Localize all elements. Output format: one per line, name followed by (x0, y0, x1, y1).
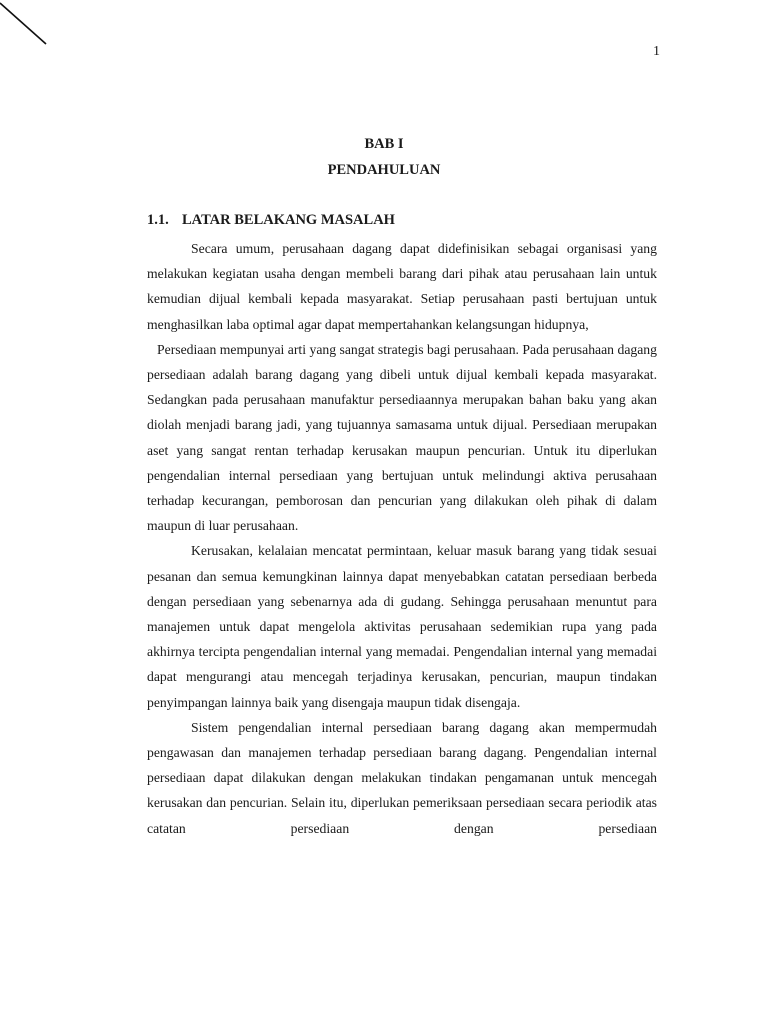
paragraph-1: Secara umum, perusahaan dagang dapat didefinisikan sebagai organisasi yang melakukan kegiatan usaha dengan membeli barang dari pihak atau perusahaan lain untuk kemudian dijual kembali kepada masyarakat. Setiap perusahaan pasti bertujuan untuk menghasilkan laba optimal agar dapat mempertahankan kelangsungan hidupnya, (147, 241, 657, 332)
page-number: 1 (653, 44, 660, 59)
corner-diagonal-line (0, 0, 60, 60)
paragraph-2: Persediaan mempunyai arti yang sangat strategis bagi perusahaan. Pada perusahaan dagang persediaan adalah barang dagang yang dibeli untuk dijual kembali kepada masyarakat. Sedangkan pada perusahaan manufaktur persediaannya merupakan bahan baku yang akan diolah menjadi barang jadi, yang tujuannya samasama untuk dijual. Persediaan merupakan aset yang sangat rentan terhadap kerusakan maupun pencurian. Untuk itu diperlukan pengendalian internal persediaan yang bertujuan untuk melindungi aktiva perusahaan terhadap kecurangan, pemborosan dan pencurian yang dilakukan oleh pihak di dalam maupun di luar perusahaan. (147, 341, 657, 534)
section-number: 1.1. (147, 212, 169, 228)
section-heading (147, 212, 395, 229)
paragraph-3: Kerusakan, kelalaian mencatat permintaan, keluar masuk barang yang tidak sesuai pesanan dan semua kemungkinan lainnya dapat menyebabkan catatan persediaan berbeda dengan persediaan yang sebenarnya ada di gudang. Sehingga perusahaan menuntut para manajemen untuk dapat mengelola aktivitas perusahaan sedemikian rupa yang pada akhirnya tercipta pengendalian internal yang memadai. Pengendalian internal yang memadai dapat mengurangi atau mencegah terjadinya kerusakan, pencurian, maupun tindakan penyimpangan lainnya baik yang disengaja maupun tidak disengaja. (147, 543, 657, 710)
section-title: LATAR BELAKANG MASALAH (182, 212, 395, 228)
chapter-title: PENDAHULUAN (327, 162, 441, 178)
chapter-number: BAB I (364, 136, 404, 152)
body-text (147, 236, 657, 841)
paragraph-4: Sistem pengendalian internal persediaan barang dagang akan mempermudah pengawasan dan manajemen terhadap persediaan barang dagang. Pengendalian internal persediaan dapat dilakukan dengan melakukan tindakan pengamanan untuk mencegah kerusakan dan pencurian. Selain itu, diperlukan pemeriksaan persediaan secara periodik atas catatan persediaan dengan persediaan (147, 719, 657, 836)
